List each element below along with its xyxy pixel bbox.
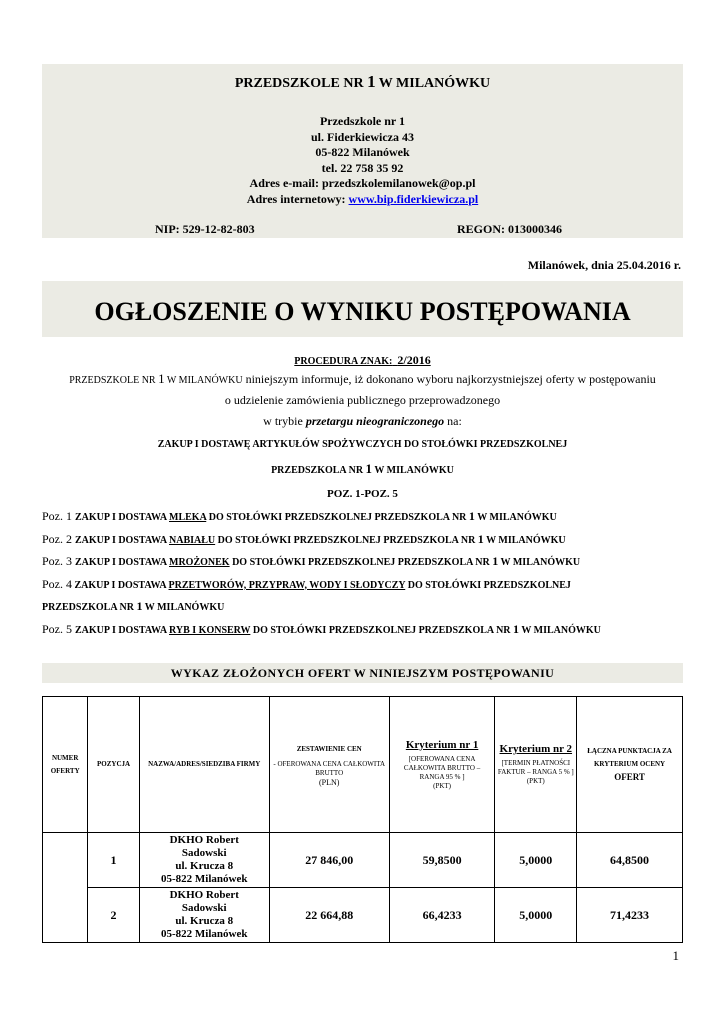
price-cell: 27 846,00	[269, 833, 389, 888]
phone: tel. 22 758 35 92	[321, 160, 404, 175]
criterion-1-cell: 66,4233	[389, 888, 495, 943]
email: Adres e-mail: przedszkolemilanowek@op.pl	[249, 176, 476, 190]
address-line: Przedszkole nr 1	[319, 114, 406, 128]
page-number: 1	[672, 948, 679, 963]
position-item-cont: PRZEDSZKOLA NR 1 W MILANÓWKU	[42, 599, 225, 613]
position-range: POZ. 1-POZ. 5	[327, 488, 398, 500]
school-header	[42, 64, 683, 238]
subject-line-2: PRZEDSZKOLA NR 1 W MILANÓWKU	[271, 461, 454, 476]
criterion-2-cell: 5,0000	[495, 888, 577, 943]
nip: NIP: 529-12-82-803	[155, 222, 255, 236]
procedure-number: PROCEDURA ZNAK: 2/2016	[294, 353, 431, 367]
header-total: ŁĄCZNA PUNKTACJA ZA KRYTERIUM OCENY OFERT	[577, 697, 683, 833]
announcement-body	[42, 352, 683, 641]
address-line: ul. Fiderkiewicza 43	[311, 129, 414, 144]
company-cell: DKHO Robert Sadowski ul. Krucza 8 05-822 Milanówek	[139, 833, 269, 888]
intro-text-2: o udzielenie zamówienia publicznego przeprowadzonego	[224, 393, 501, 407]
position-cell: 1	[88, 833, 139, 888]
table-row	[43, 888, 683, 943]
criterion-2-cell: 5,0000	[495, 833, 577, 888]
offer-number-cell	[43, 833, 88, 943]
total-cell: 64,8500	[577, 833, 683, 888]
website-link[interactable]: www.bip.fiderkiewicza.pl	[348, 191, 479, 206]
subject-line-1: ZAKUP I DOSTAWĘ ARTYKUŁÓW SPOŻYWCZYCH DO STOŁÓWKI PRZEDSZKOLNEJ	[157, 439, 568, 450]
document-date: Milanówek, dnia 25.04.2016 r.	[527, 258, 681, 272]
header-company: NAZWA/ADRES/SIEDZIBA FIRMY	[139, 697, 269, 833]
website: Adres internetowy: www.bip.fiderkiewicza.pl	[246, 191, 479, 206]
position-item: Poz. 2 ZAKUP I DOSTAWA NABIAŁU DO STOŁÓWKI PRZEDSZKOLNEJ PRZEDSZKOLA NR 1 W MILANÓWKU	[42, 531, 566, 546]
header-offer-number: NUMER OFERTY	[43, 697, 88, 833]
position-item: Poz. 1 ZAKUP I DOSTAWA MLEKA DO STOŁÓWKI PRZEDSZKOLNEJ PRZEDSZKOLA NR 1 W MILANÓWKU	[42, 509, 557, 523]
address-line: 05-822 Milanówek	[315, 145, 410, 159]
position-cell: 2	[88, 888, 139, 943]
position-item: Poz. 3 ZAKUP I DOSTAWA MROŻONEK DO STOŁÓWKI PRZEDSZKOLNEJ PRZEDSZKOLA NR 1 W MILANÓWKU	[42, 554, 581, 568]
company-cell: DKHO Robert Sadowski ul. Krucza 8 05-822 Milanówek	[139, 888, 269, 943]
header-position: POZYCJA	[88, 697, 139, 833]
header-criterion-1: Kryterium nr 1 [OFEROWANA CENA CAŁKOWITA BRUTTO – RANGA 95 % ] (PKT)	[389, 697, 495, 833]
header-criterion-2: Kryterium nr 2 [TERMIN PŁATNOŚCI FAKTUR – RANGA 5 % ] (PKT)	[495, 697, 577, 833]
position-item: Poz. 5 ZAKUP I DOSTAWA RYB I KONSERW DO STOŁÓWKI PRZEDSZKOLNEJ PRZEDSZKOLA NR 1 W MILANÓWKU	[42, 621, 601, 636]
table-header-row	[43, 697, 683, 833]
criterion-1-cell: 59,8500	[389, 833, 495, 888]
offers-table	[42, 696, 683, 943]
regon: REGON: 013000346	[457, 222, 562, 236]
procedure-mode: w trybie przetargu nieograniczonego na:	[263, 414, 462, 428]
announcement-title: OGŁOSZENIE O WYNIKU POSTĘPOWANIA	[42, 281, 683, 337]
school-name: PRZEDSZKOLE NR 1 W MILANÓWKU	[234, 72, 491, 91]
position-item: Poz. 4 ZAKUP I DOSTAWA PRZETWORÓW, PRZYPRAW, WODY I SŁODYCZY DO STOŁÓWKI PRZEDSZKOLNEJ	[42, 576, 571, 591]
price-cell: 22 664,88	[269, 888, 389, 943]
total-cell: 71,4233	[577, 888, 683, 943]
table-row	[43, 833, 683, 888]
offers-list-title: WYKAZ ZŁOŻONYCH OFERT W NINIEJSZYM POSTĘPOWANIU	[42, 663, 683, 683]
school-address	[42, 114, 683, 207]
header-price: ZESTAWIENIE CEN - OFEROWANA CENA CAŁKOWITA BRUTTO (PLN)	[269, 697, 389, 833]
intro-text: PRZEDSZKOLE NR 1 W MILANÓWKU niniejszym informuje, iż dokonano wyboru najkorzystniejszej oferty w postępowaniu	[69, 371, 656, 386]
